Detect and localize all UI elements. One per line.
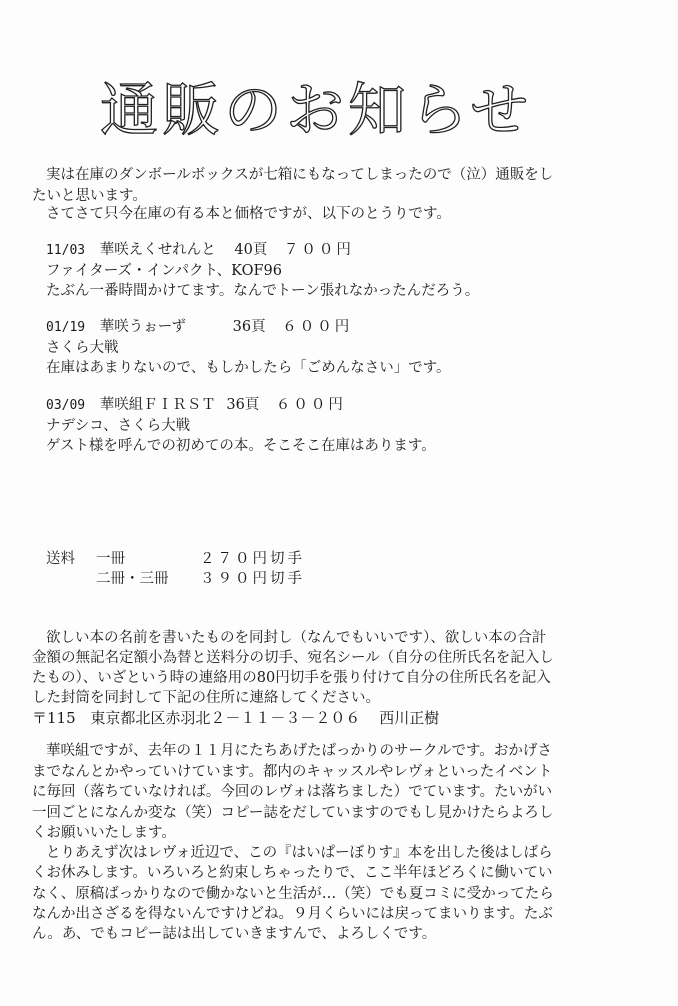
book-title: 華咲うぉーず — [99, 319, 187, 335]
book-pages: 36頁 — [226, 397, 260, 413]
book-detail: さくら大戦 — [46, 340, 119, 356]
book-date: 03/09 — [46, 398, 86, 413]
closing-line: とりあえず次はレヴォ近辺で、この『はいぱーぼりす』本を出した後はしばら — [46, 845, 553, 861]
book-detail: ナデシコ、さくら大戦 — [46, 418, 191, 434]
book-detail: ファイターズ・インパクト、KOF96 — [46, 263, 283, 279]
book-detail: 在庫はあまりないので、もしかしたら「ごめんなさい」です。 — [46, 360, 451, 376]
closing-line: 華咲組ですが、去年の１１月にたちあげたばっかりのサークルです。おかげさ — [46, 743, 552, 759]
shipping-price: ２７０円切手 — [200, 551, 305, 567]
shipping-price: ３９０円切手 — [200, 571, 305, 587]
postal-code: 〒115 — [32, 709, 76, 727]
closing-line: くお休みします。いろいろと約束しちゃったりで、ここ半年ほどろくに働いてい — [32, 865, 553, 881]
book-date: 11/03 — [46, 243, 86, 258]
closing-line: に毎回（落ちていなければ。今回のレヴォは落ちました）でています。たいがい — [32, 784, 553, 800]
closing-line: なんか出さざるを得ないんですけどね。９月くらいには戻ってまいります。たぶ — [32, 906, 553, 922]
book-entry — [46, 240, 354, 261]
book-detail: たぶん一番時間かけてます。なんでトーン張れなかったんだろう。 — [46, 283, 480, 299]
recipient-name: 西川正樹 — [379, 709, 440, 727]
order-instruction-line: 金額の無記名定額小為替と送料分の切手、宛名シール（自分の住所氏名を記入し — [32, 650, 554, 666]
book-price: ６００円 — [282, 319, 353, 335]
intro-line: 実は在庫のダンボールボックスが七箱にもなってしまったので（泣）通販をし — [46, 167, 554, 183]
closing-line: 一回ごとになんか変な（笑）コピー誌をだしていますのでもし見かけたらよろし — [32, 805, 554, 821]
book-pages: 36頁 — [232, 319, 266, 335]
book-title: 華咲組ＦＩＲＳＴ — [99, 397, 216, 413]
book-price: ６００円 — [275, 397, 346, 413]
shipping-qty: 二冊・三冊 — [96, 571, 169, 587]
closing-line: くお願いいたします。 — [32, 825, 176, 841]
closing-line: なく、原稿ばっかりなので働かないと生活が…（笑）でも夏コミに受かってたら — [32, 886, 554, 902]
address — [32, 708, 439, 728]
shipping-qty: 一冊 — [96, 551, 125, 567]
book-price: ７００円 — [283, 242, 354, 258]
book-detail: ゲスト様を呼んでの初めての本。そこそこ在庫はあります。 — [46, 438, 436, 454]
intro-line: たいと思います。 — [32, 188, 147, 204]
street-address: 東京都北区赤羽北２－１１－３－２０６ — [90, 709, 361, 727]
shipping-label: 送料 — [46, 551, 75, 567]
order-instruction-line: たもの）、いざという時の連絡用の80円切手を張り付けて自分の住所氏名を記入 — [32, 670, 551, 686]
closing-line: までなんとかやっていけています。都内のキャッスルやレヴォといったイベント — [32, 764, 553, 780]
order-instruction-line: 欲しい本の名前を書いたものを同封し（なんでもいいです）、欲しい本の合計 — [46, 630, 547, 646]
closing-line: ん。あ、でもコピー誌は出していきますんで、よろしくです。 — [32, 926, 437, 942]
intro-line: さてさて只今在庫の有る本と価格ですが、以下のとうりです。 — [46, 206, 451, 222]
book-entry — [46, 395, 346, 416]
book-date: 01/19 — [46, 320, 86, 335]
book-pages: 40頁 — [234, 242, 268, 258]
book-entry — [46, 317, 352, 338]
page-title: 通販のお知らせ — [100, 76, 533, 144]
book-title: 華咲えくせれんと — [99, 242, 216, 258]
order-instruction-line: した封筒を同封して下記の住所に連絡してください。 — [32, 690, 380, 706]
